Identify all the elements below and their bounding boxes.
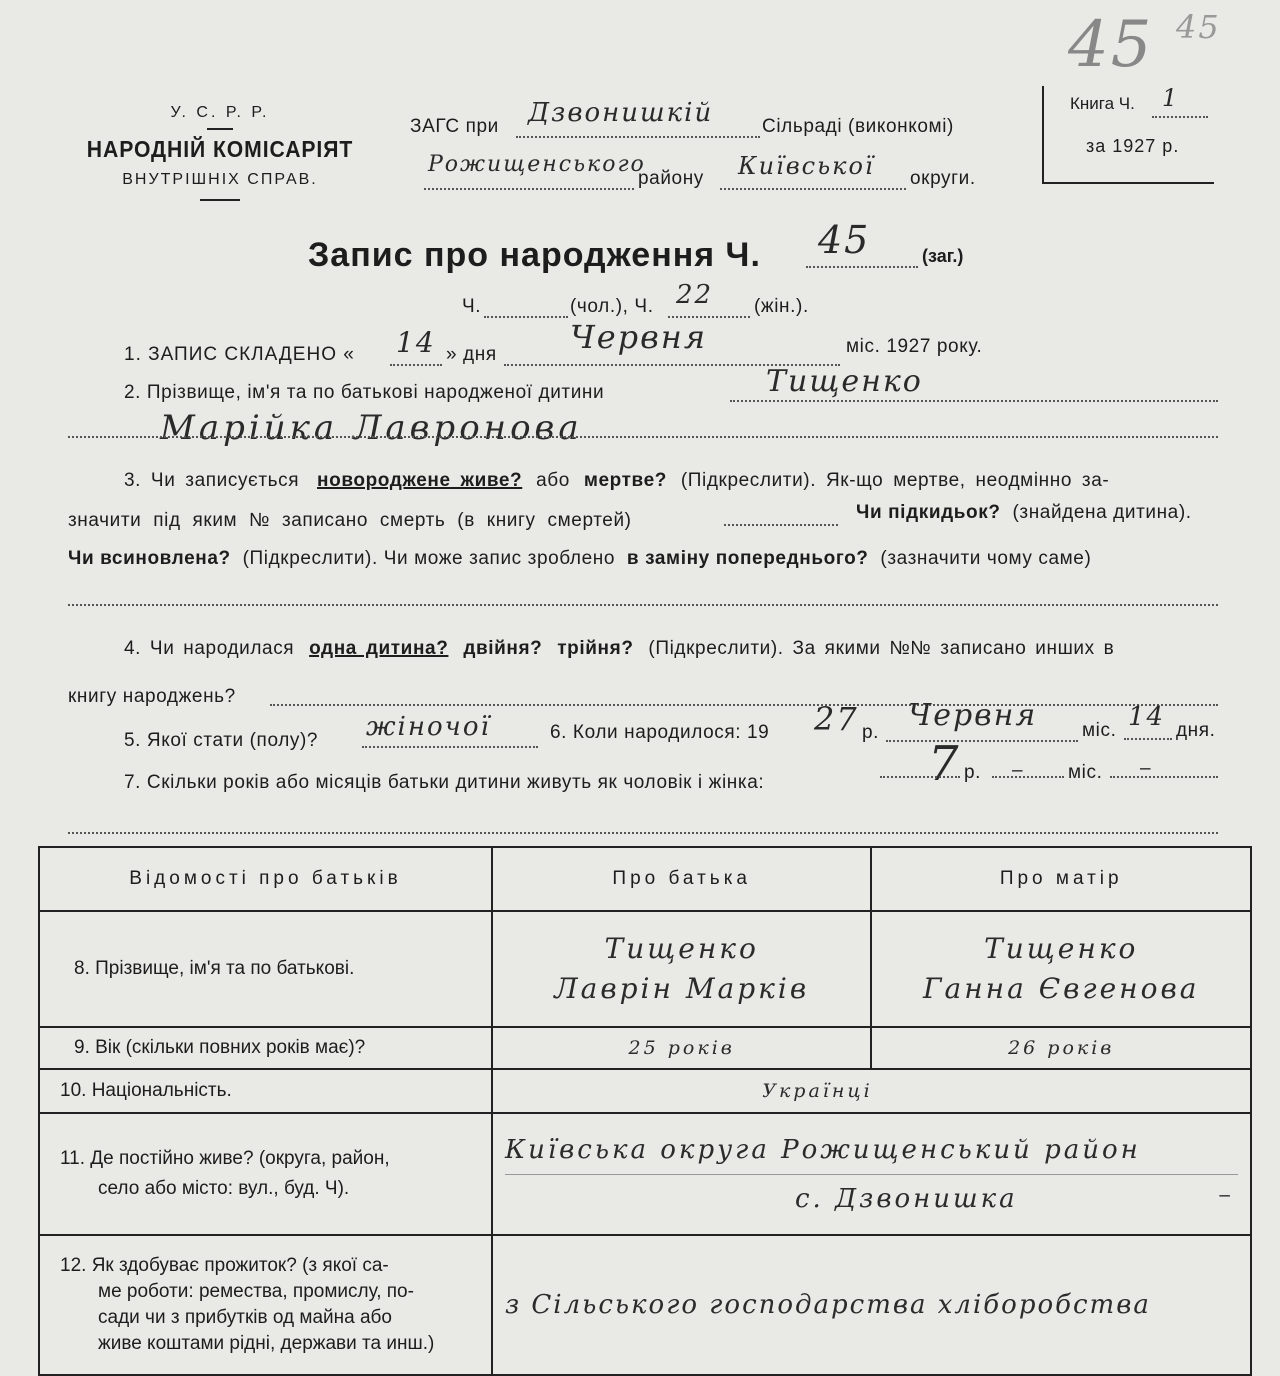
q4-line1 bbox=[124, 638, 1114, 660]
table-row bbox=[39, 1113, 1251, 1235]
book-label: Книга Ч. bbox=[1070, 94, 1135, 113]
q3-text: або bbox=[536, 470, 570, 491]
row11-dash: – bbox=[1219, 1184, 1230, 1206]
q1-mid: » дня bbox=[446, 344, 497, 365]
fill-line bbox=[730, 400, 1218, 402]
q4-line2: книгу народжень? bbox=[68, 686, 236, 707]
row9-label: 9. Вік (скільки повних років має)? bbox=[39, 1027, 492, 1069]
table-row bbox=[39, 1235, 1251, 1375]
page-title: Запис про народження Ч. bbox=[308, 236, 761, 274]
q4-twins: двійня? bbox=[463, 638, 543, 659]
male-number-suffix: (чол.), Ч. bbox=[570, 296, 654, 317]
male-number-label: Ч. bbox=[462, 296, 482, 317]
q3-text: значити під яким № записано смерть (в книгу смертей) bbox=[68, 510, 632, 531]
q7-dash: – bbox=[1012, 760, 1024, 781]
row12-value bbox=[492, 1235, 1251, 1375]
q6-month: Червня bbox=[908, 698, 1038, 733]
book-number: 1 bbox=[1162, 84, 1180, 112]
zags-prefix: ЗАГС при bbox=[410, 116, 499, 137]
female-number-suffix: (жін.). bbox=[754, 296, 809, 317]
issuer-block bbox=[70, 104, 370, 211]
table-header-row bbox=[39, 847, 1251, 911]
q2-surname: Тищенко bbox=[766, 364, 923, 399]
fill-line bbox=[1110, 776, 1218, 778]
q3-line2b bbox=[856, 502, 1192, 524]
row9-mother: 26 років bbox=[871, 1027, 1251, 1069]
fill-line bbox=[724, 524, 838, 526]
zags-district-value: Рожищенського bbox=[428, 152, 646, 177]
table-row bbox=[39, 1027, 1251, 1069]
row12-label-line: сади чи з прибутків од майна або bbox=[98, 1307, 392, 1328]
q3-line1 bbox=[124, 470, 1109, 492]
q6-day: 14 bbox=[1128, 702, 1166, 732]
header-mother: Про матір bbox=[871, 847, 1251, 911]
table-row bbox=[39, 1069, 1251, 1113]
q6-year: 27 bbox=[814, 700, 859, 738]
row12-value-text: з Сільського господарства хліборобства bbox=[504, 1290, 1151, 1320]
title-suffix: (заг.) bbox=[922, 246, 964, 266]
fill-line bbox=[270, 704, 1218, 706]
q4-text: (Підкреслити). За якими №№ записано инших в bbox=[648, 638, 1115, 659]
q7-years: 7 bbox=[928, 736, 961, 792]
header-father: Про батька bbox=[492, 847, 872, 911]
q3-text: (Підкреслити). Чи може запис зроблено bbox=[242, 548, 616, 569]
q2-name: Марійка Лавронова bbox=[160, 408, 583, 448]
row11-value bbox=[492, 1113, 1251, 1235]
q6-dnia: дня. bbox=[1176, 720, 1216, 741]
q1-prefix: 1. ЗАПИС СКЛАДЕНО « bbox=[124, 344, 355, 365]
record-number: 45 bbox=[818, 218, 871, 262]
divider bbox=[200, 199, 240, 201]
fill-line bbox=[516, 136, 760, 138]
row12-label-line: живе коштами рідні, держави та инш.) bbox=[98, 1333, 435, 1354]
parents-table bbox=[38, 846, 1252, 1376]
q5-label: 5. Якої стати (полу)? bbox=[124, 730, 319, 751]
zags-village: Дзвонишкій bbox=[528, 98, 714, 128]
fill-line bbox=[720, 188, 906, 190]
row8-label: 8. Прізвище, ім'я та по батькові. bbox=[39, 911, 492, 1027]
department-name: ВНУТРІШНІХ СПРАВ. bbox=[122, 171, 318, 188]
q1-month: Червня bbox=[570, 318, 708, 356]
fill-line bbox=[362, 746, 538, 748]
q6-mis: міс. bbox=[1082, 720, 1117, 741]
zags-district-label: району bbox=[638, 168, 704, 189]
archive-number: 45 bbox=[1068, 8, 1154, 82]
q3-alive: новороджене живе? bbox=[317, 470, 523, 491]
q6-label: 6. Коли народилося: 19 bbox=[550, 722, 770, 743]
q4-triplets: трійня? bbox=[557, 638, 634, 659]
q1-day: 14 bbox=[396, 326, 436, 359]
q3-text: 3. Чи записується bbox=[124, 470, 300, 491]
q7-r: р. bbox=[964, 762, 982, 783]
fill-line bbox=[886, 740, 1078, 742]
row11-value-line: Київська округа Рожищенський район bbox=[504, 1134, 1141, 1165]
zags-council: Сільраді (виконкомі) bbox=[762, 116, 954, 137]
row12-label-line: 12. Як здобуває прожиток? (з якої са- bbox=[60, 1255, 389, 1276]
row11-label bbox=[39, 1113, 492, 1235]
q3-text: (зазначити чому саме) bbox=[880, 548, 1092, 569]
row8-mother bbox=[871, 911, 1251, 1027]
header-parents-info: Відомості про батьків bbox=[39, 847, 492, 911]
fill-line bbox=[68, 832, 1218, 834]
fill-line bbox=[992, 776, 1064, 778]
fill-line bbox=[1152, 116, 1208, 118]
q4-text: 4. Чи народилася bbox=[124, 638, 295, 659]
fill-line bbox=[424, 188, 634, 190]
table-row bbox=[39, 911, 1251, 1027]
q7-dash: – bbox=[1140, 758, 1152, 779]
fill-line bbox=[68, 436, 1218, 438]
q6-r: р. bbox=[862, 722, 880, 743]
row12-label-line: ме роботи: ремества, промислу, по- bbox=[98, 1281, 414, 1302]
commissariat-name: НАРОДНІЙ КОМІСАРІЯТ bbox=[86, 136, 354, 162]
q2-label: 2. Прізвище, ім'я та по батькові народженої дитини bbox=[124, 382, 605, 403]
q3-line2 bbox=[68, 510, 632, 532]
row12-label bbox=[39, 1235, 492, 1375]
q4-single: одна дитина? bbox=[309, 638, 449, 659]
q3-dead: мертве? bbox=[583, 470, 667, 491]
row10-label: 10. Національність. bbox=[39, 1069, 492, 1113]
fill-line bbox=[1124, 738, 1172, 740]
fill-line bbox=[880, 776, 960, 778]
fill-line bbox=[806, 266, 918, 268]
q1-suffix: міс. 1927 року. bbox=[846, 336, 983, 357]
q7-label: 7. Скільки років або місяців батьки дитини живуть як чоловік і жінка: bbox=[124, 772, 765, 793]
fill-line bbox=[68, 604, 1218, 606]
divider bbox=[505, 1174, 1238, 1175]
row10-value: Українці bbox=[492, 1069, 1251, 1113]
q3-foundling: Чи підкидьок? bbox=[856, 502, 1001, 523]
row11-village: с. Дзвонишка bbox=[794, 1183, 1018, 1214]
zags-okruha-label: округи. bbox=[910, 168, 976, 189]
father-name: Лаврін Марків bbox=[554, 972, 810, 1005]
q3-text: (знайдена дитина). bbox=[1012, 502, 1192, 523]
archive-number-small: 45 bbox=[1176, 8, 1221, 46]
q3-line3 bbox=[68, 548, 1091, 570]
republic-name: У. С. Р. Р. bbox=[170, 104, 270, 121]
father-surname: Тищенко bbox=[604, 932, 759, 965]
row11-value-line-2 bbox=[505, 1179, 1238, 1219]
q5-value: жіночої bbox=[366, 712, 491, 742]
fill-line bbox=[390, 364, 442, 366]
zags-okruha-value: Київської bbox=[738, 152, 875, 180]
q3-adopted: Чи всиновлена? bbox=[68, 548, 231, 569]
book-year: за 1927 р. bbox=[1086, 136, 1180, 156]
mother-surname: Тищенко bbox=[984, 932, 1139, 965]
row11-label-line: 11. Де постійно живе? (округа, район, bbox=[60, 1148, 390, 1169]
fill-line bbox=[484, 316, 568, 318]
female-number: 22 bbox=[676, 280, 714, 310]
row8-father bbox=[492, 911, 872, 1027]
row11-label-line: село або місто: вул., буд. Ч). bbox=[98, 1178, 350, 1199]
q3-text: (Підкреслити). Як-що мертве, неодмінно за- bbox=[680, 470, 1110, 491]
q7-mis: міс. bbox=[1068, 762, 1103, 783]
book-box bbox=[1042, 86, 1214, 184]
divider bbox=[207, 128, 233, 130]
row9-father: 25 років bbox=[492, 1027, 872, 1069]
q3-replacement: в заміну попереднього? bbox=[626, 548, 869, 569]
mother-name: Ганна Євгенова bbox=[923, 972, 1200, 1005]
